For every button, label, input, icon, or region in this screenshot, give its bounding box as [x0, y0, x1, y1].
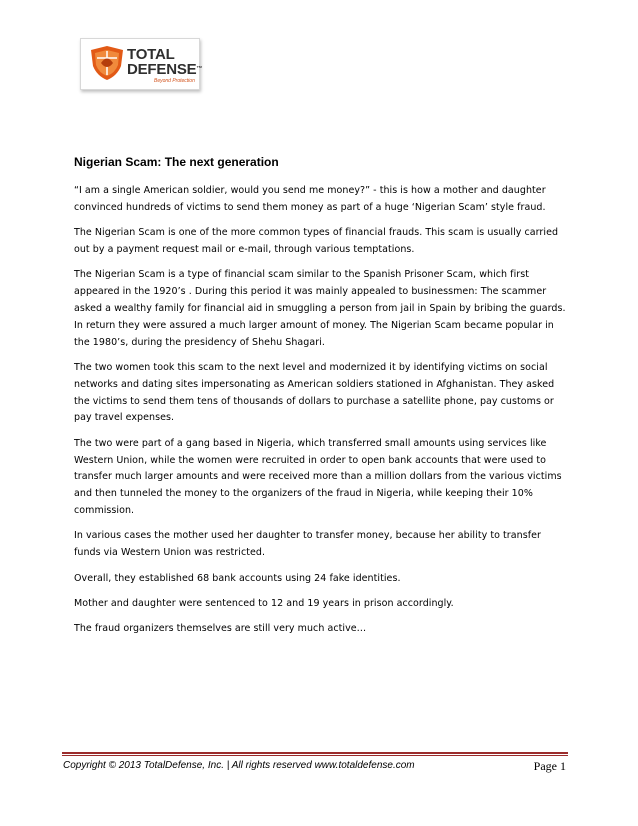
paragraph: The fraud organizers themselves are still very much active… — [74, 623, 367, 635]
company-logo — [80, 38, 203, 90]
article-body — [74, 154, 570, 647]
footer-rule-thin — [62, 755, 568, 756]
article-title: Nigerian Scam: The next generation — [74, 155, 279, 169]
logo-text-total: TOTAL — [127, 46, 175, 63]
page-number: Page 1 — [533, 759, 566, 773]
footer-copyright: Copyright © 2013 TotalDefense, Inc. | All rights reserved www.totaldefense.com — [63, 760, 415, 771]
paragraph: Overall, they established 68 bank accounts using 24 fake identities. — [74, 572, 401, 584]
trademark-symbol: ™ — [196, 66, 203, 72]
paragraph: The Nigerian Scam is one of the more common types of financial frauds. This scam is usually carried out by a payment request mail or e-mail, through various temptations. — [74, 227, 559, 255]
paragraph: The Nigerian Scam is a type of financial scam similar to the Spanish Prisoner Scam, which first appeared in the 1920’s . During this period it was mainly appealed to businessmen: The scammer asked a wealthy family for financial aid in smuggling a person from jail in Spain by bribing the guards. In return they were assured a much larger amount of money. The Nigerian Scam became popular in the 1980’s, during the presidency of Shehu Shagari. — [74, 269, 566, 348]
footer-rule-thick — [62, 752, 568, 754]
paragraph: Mother and daughter were sentenced to 12 and 19 years in prison accordingly. — [74, 597, 454, 609]
logo-tagline: Beyond Protection — [154, 78, 195, 84]
paragraph: The two were part of a gang based in Nigeria, which transferred small amounts using services like Western Union, while the women were recruited in order to open bank accounts that were used to transfer much larger amounts and were received more than a million dollars from the various victims and then tunneled the money to the organizers of the fraud in Nigeria, while keeping their 10% commission. — [74, 437, 562, 516]
paragraph: In various cases the mother used her daughter to transfer money, because her ability to transfer funds via Western Union was restricted. — [74, 530, 541, 559]
logo-text-defense: DEFENSE™ — [127, 61, 203, 78]
paragraph: The two women took this scam to the next level and modernized it by identifying victims on social networks and dating sites impersonating as American soldiers stationed in Afghanistan. They asked the victims to send them tens of thousands of dollars to purchase a satellite phone, pay customs or pay travel expenses. — [74, 361, 555, 424]
total-defense-shield-icon — [87, 44, 127, 82]
paragraph: “I am a single American soldier, would you send me money?” - this is how a mother and daughter convinced hundreds of victims to send them money as part of a huge ‘Nigerian Scam’ style fraud. — [74, 185, 546, 213]
